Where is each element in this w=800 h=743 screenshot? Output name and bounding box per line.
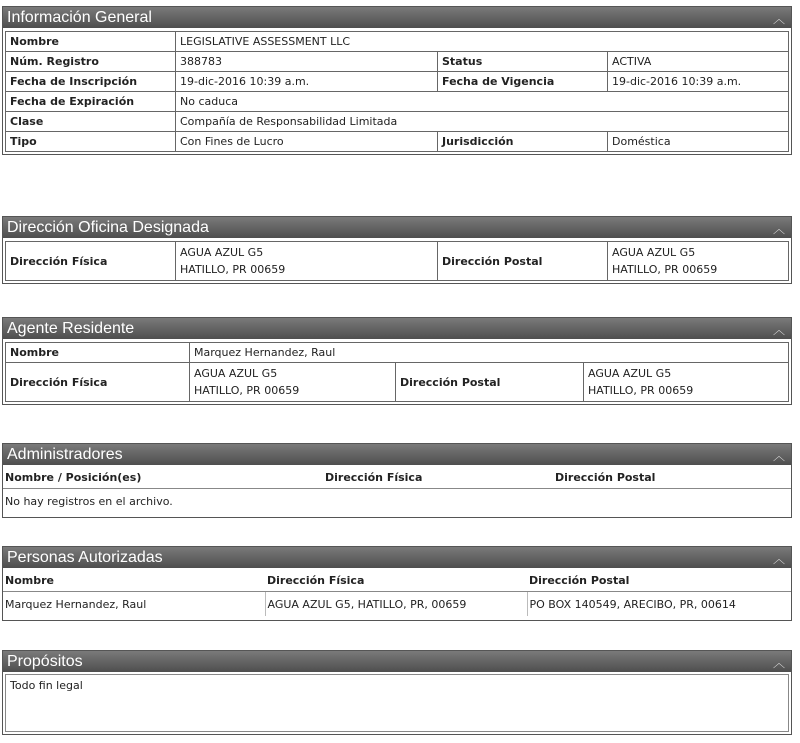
column-header[interactable]: Dirección Postal [527, 569, 791, 592]
clase-value: Compañía de Responsabilidad Limitada [176, 112, 789, 132]
status-label: Status [438, 52, 608, 72]
panel-header[interactable] [3, 217, 791, 238]
row-fisica: AGUA AZUL G5, HATILLO, PR, 00659 [265, 592, 527, 617]
panel-administradores [2, 443, 792, 518]
panel-header[interactable] [3, 7, 791, 28]
address-line: HATILLO, PR 00659 [588, 384, 694, 397]
postal-value [584, 363, 789, 402]
chevron-up-icon[interactable]: ︿ [772, 323, 785, 337]
panel-title: Dirección Oficina Designada [7, 219, 209, 236]
general-table [5, 31, 789, 152]
registro-value: 388783 [176, 52, 438, 72]
panel-title: Administradores [7, 446, 123, 463]
column-header[interactable]: Dirección Física [323, 466, 553, 489]
panel-propositos [2, 650, 792, 735]
agente-table [5, 342, 789, 402]
vigencia-label: Fecha de Vigencia [438, 72, 608, 92]
vigencia-value: 19-dic-2016 10:39 a.m. [608, 72, 789, 92]
row-nombre: Marquez Hernandez, Raul [3, 592, 265, 617]
chevron-up-icon[interactable]: ︿ [772, 12, 785, 26]
clase-label: Clase [6, 112, 176, 132]
autorizadas-table [3, 569, 791, 616]
row-postal: PO BOX 140549, ARECIBO, PR, 00614 [529, 597, 736, 611]
panel-header[interactable] [3, 651, 791, 672]
column-header[interactable]: Dirección Física [265, 569, 527, 592]
nombre-value: Marquez Hernandez, Raul [190, 343, 789, 363]
chevron-up-icon[interactable]: ︿ [772, 656, 785, 670]
postal-label: Dirección Postal [396, 363, 584, 402]
address-line: AGUA AZUL G5 [612, 246, 696, 259]
inscripcion-label: Fecha de Inscripción [6, 72, 176, 92]
address-line: AGUA AZUL G5 [194, 367, 278, 380]
panel-title: Personas Autorizadas [7, 549, 163, 566]
panel-header[interactable] [3, 547, 791, 568]
jurisdiccion-value: Doméstica [608, 132, 789, 152]
column-header[interactable]: Dirección Postal [553, 466, 791, 489]
inscripcion-value: 19-dic-2016 10:39 a.m. [176, 72, 438, 92]
column-header[interactable]: Nombre / Posición(es) [3, 466, 323, 489]
address-line: HATILLO, PR 00659 [180, 263, 286, 276]
administradores-table [3, 466, 791, 513]
panel-informacion-general [2, 6, 792, 155]
chevron-up-icon[interactable]: ︿ [772, 552, 785, 566]
address-line: HATILLO, PR 00659 [194, 384, 300, 397]
status-value: ACTIVA [608, 52, 789, 72]
fisica-label: Dirección Física [6, 242, 176, 281]
column-header[interactable]: Nombre [3, 569, 265, 592]
jurisdiccion-label: Jurisdicción [438, 132, 608, 152]
table-row [3, 592, 791, 617]
nombre-value: LEGISLATIVE ASSESSMENT LLC [176, 32, 789, 52]
panel-personas-autorizadas [2, 546, 792, 621]
empty-message: No hay registros en el archivo. [5, 494, 173, 508]
address-line: AGUA AZUL G5 [180, 246, 264, 259]
panel-agente-residente [2, 317, 792, 405]
registro-label: Núm. Registro [6, 52, 176, 72]
chevron-up-icon[interactable]: ︿ [772, 222, 785, 236]
nombre-label: Nombre [6, 343, 190, 363]
tipo-label: Tipo [6, 132, 176, 152]
panel-title: Propósitos [7, 653, 83, 670]
panel-oficina-designada [2, 216, 792, 284]
panel-title: Información General [7, 9, 152, 26]
postal-value [608, 242, 789, 281]
panel-header[interactable] [3, 444, 791, 465]
address-line: AGUA AZUL G5 [588, 367, 672, 380]
expiracion-label: Fecha de Expiración [6, 92, 176, 112]
expiracion-value: No caduca [176, 92, 789, 112]
postal-label: Dirección Postal [438, 242, 608, 281]
oficina-table [5, 241, 789, 281]
propositos-text: Todo fin legal [5, 674, 789, 732]
fisica-label: Dirección Física [6, 363, 190, 402]
address-line: HATILLO, PR 00659 [612, 263, 718, 276]
chevron-up-icon[interactable]: ︿ [772, 449, 785, 463]
tipo-value: Con Fines de Lucro [176, 132, 438, 152]
fisica-value [190, 363, 396, 402]
nombre-label: Nombre [6, 32, 176, 52]
panel-title: Agente Residente [7, 320, 135, 337]
panel-header[interactable] [3, 318, 791, 339]
fisica-value [176, 242, 438, 281]
